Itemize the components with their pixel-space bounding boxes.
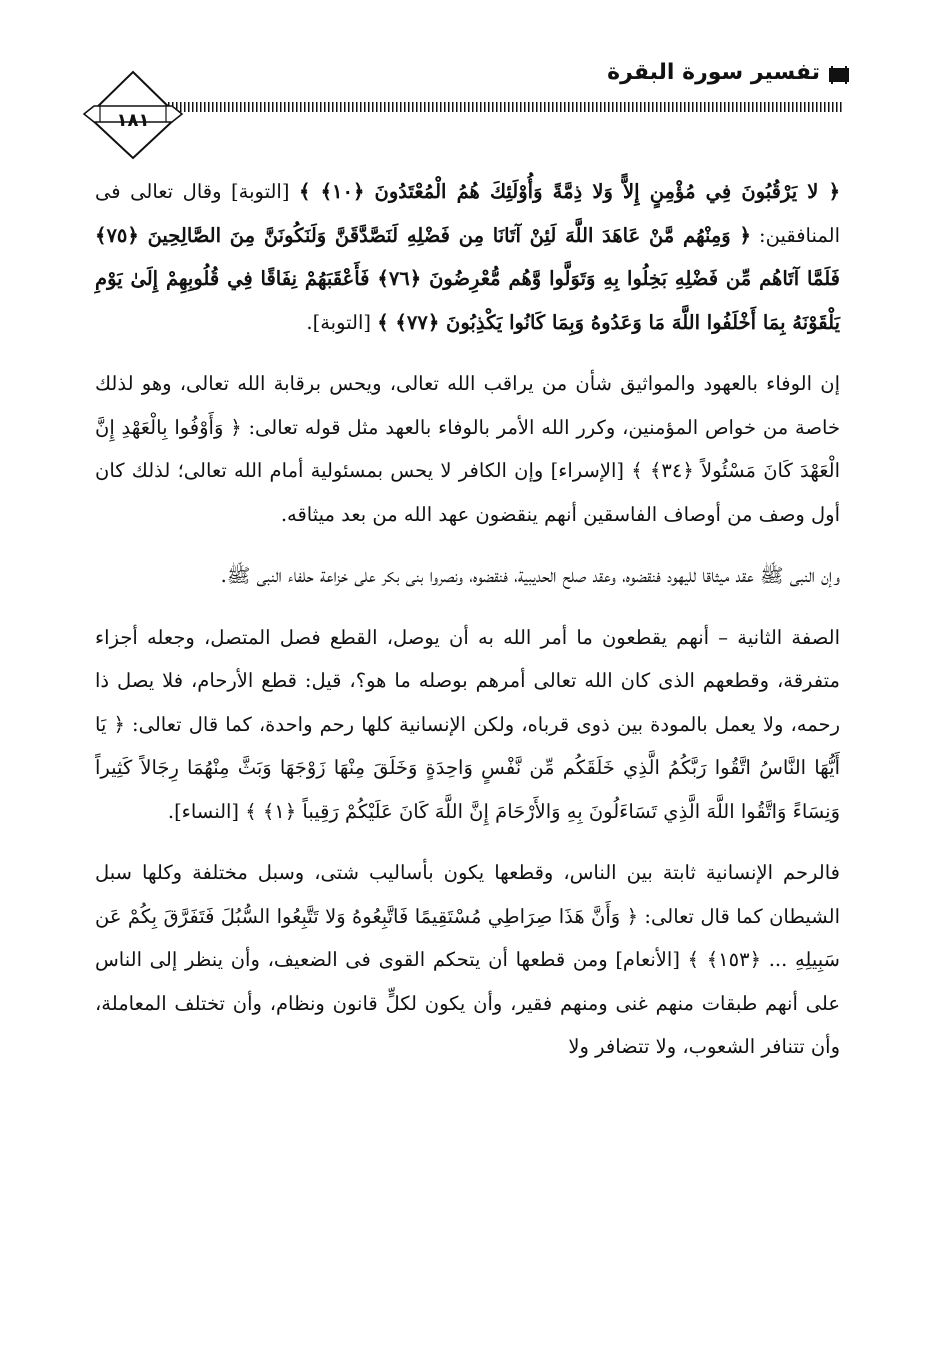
verse-block	[95, 170, 840, 344]
quran-verse: ﴿ وَمِنْهُم مَّنْ عَاهَدَ اللَّهَ لَئِنْ آتَانَا مِن فَضْلِهِ لَنَصَّدَّقَنَّ وَلَنَكُونَنَّ مِنَ الصَّالِحِينَ ﴿٧٥﴾	[95, 223, 751, 247]
paragraph: إن الوفاء بالعهود والمواثيق شأن من يراقب الله تعالى، ويحس برقابة الله تعالى، وهو لذلك خاصة من خواص المؤمنين، وكرر الله الأمر بالوفاء بالعهد مثل قوله تعالى: ﴿ وَأَوْفُوا بِالْعَهْدِ إِنَّ الْعَهْدَ كَانَ مَسْئُولاً ﴿٣٤﴾ ﴾ [الإسراء] وإن الكافر لا يحس بمسئولية أمام الله تعالى؛ لذلك كان أول وصف من أوصاف الفاسقين أنهم ينقضون عهد الله من بعد ميثاقه.	[95, 372, 840, 526]
page-header	[70, 58, 850, 158]
paragraph: وإن النبى ﷺ عقد ميثاقا لليهود فنقضوه، وعقد صلح الحديبية، فنقضوه، ونصروا بنى بكر على خزاعة حلفاء النبى ﷺ.	[220, 564, 840, 587]
page-number-ornament	[78, 70, 188, 160]
page-body	[95, 170, 840, 1087]
quran-verse: فَلَمَّا آتَاهُم مِّن فَضْلِهِ بَخِلُوا بِهِ وَتَوَلَّوا وَّهُم مُّعْرِضُونَ ﴿٧٦﴾ فَأَعْقَبَهُمْ نِفَاقًا فِي قُلُوبِهِمْ إِلَىٰ يَوْمِ	[95, 267, 840, 290]
page-title: تفسير سورة البقرة	[607, 60, 820, 85]
paragraph: فالرحم الإنسانية ثابتة بين الناس، وقطعها يكون بأساليب شتى، وسبل مختلفة وكلها سبل الشيطان كما قال تعالى: ﴿ وَأَنَّ هَذَا صِرَاطِي مُسْتَقِيمًا فَاتَّبِعُوهُ وَلا تَتَّبِعُوا السُّبُلَ فَتَفَرَّقَ بِكُمْ عَن سَبِيلِهِ ... ﴿١٥٣﴾ ﴾ [الأنعام] ومن قطعها أن يتحكم القوى فى الضعيف، وأن ينظر إلى الناس على أنهم طبقات منهم غنى ومنهم فقير، وأن يكون لكلٍّ قانون ونظام، وأن تختلف المعاملة، وأن تتنافر الشعوب، ولا تتضافر ولا	[95, 861, 840, 1058]
body-text: المنافقين:	[750, 223, 840, 247]
body-text: [التوبة].	[306, 310, 378, 334]
quran-verse: يَلْقَوْنَهُ بِمَا أَخْلَفُوا اللَّهَ مَا وَعَدُوهُ وَبِمَا كَانُوا يَكْذِبُونَ ﴿٧٧﴾ ﴾	[377, 310, 840, 334]
header-ornament-icon	[828, 64, 850, 86]
page-number: ١٨١	[116, 110, 150, 131]
body-text: [التوبة] وقال تعالى فى	[95, 180, 300, 203]
paragraph: الصفة الثانية – أنهم يقطعون ما أمر الله به أن يوصل، القطع فصل المتصل، وجعله أجزاء متفرقة، وقطعهم الذى كان الله تعالى أمرهم بوصله ما هو؟، قيل: قطع الأرحام، فلا يصل ذا رحمه، ولا يعمل بالمودة بين ذوى قرباه، ولكن الإنسانية كلها رحم واحدة، كما قال تعالى: ﴿ يَا أَيُّهَا النَّاسُ اتَّقُوا رَبَّكُمُ الَّذِي خَلَقَكُم مِّن نَّفْسٍ وَاحِدَةٍ وَخَلَقَ مِنْهَا زَوْجَهَا وَبَثَّ مِنْهُمَا رِجَالاً كَثِيراً وَنِسَاءً وَاتَّقُوا اللَّهَ الَّذِي تَسَاءَلُونَ بِهِ وَالأَرْحَامَ إِنَّ اللَّهَ كَانَ عَلَيْكُمْ رَقِيباً ﴿١﴾ ﴾ [النساء].	[95, 625, 840, 823]
header-rule	[160, 102, 842, 112]
quran-verse: ﴿ لا يَرْقُبُونَ فِي مُؤْمِنٍ إِلاًّ وَلا ذِمَّةً وَأُوْلَئِكَ هُمُ الْمُعْتَدُونَ ﴿١٠﴾ ﴾	[299, 180, 840, 203]
